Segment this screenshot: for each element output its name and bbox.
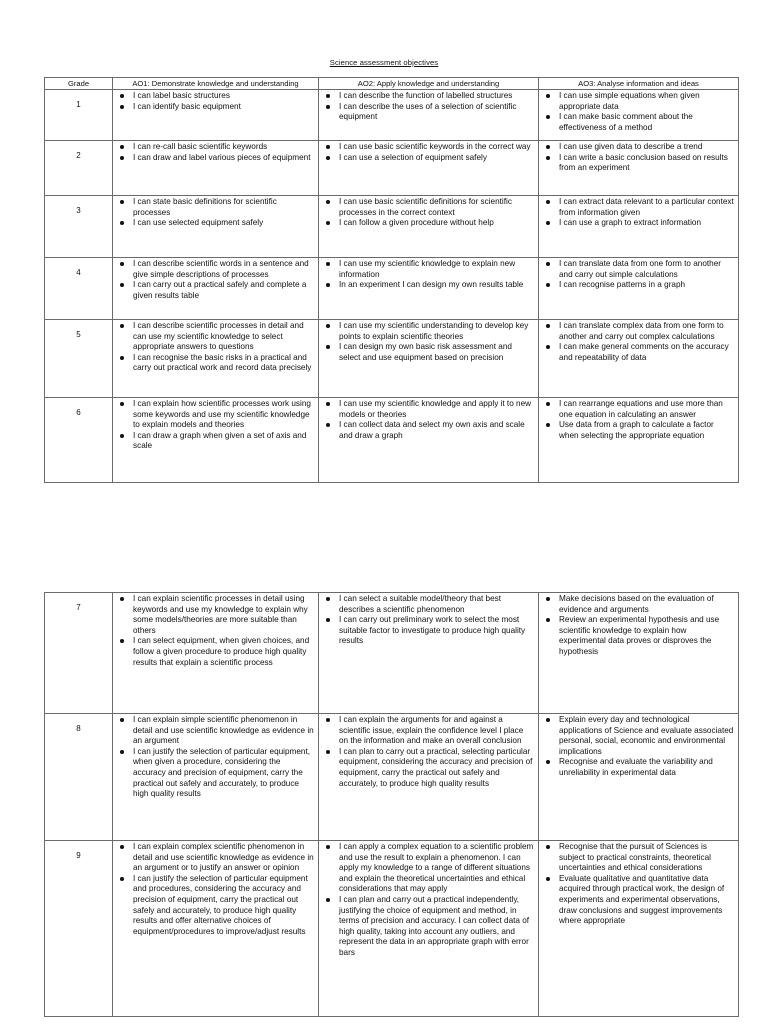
objective-item: I can collect data and select my own axis and scale and draw a graph	[323, 420, 534, 441]
objective-item: I can draw a graph when given a set of axis and scale	[117, 431, 314, 452]
ao3-objective-list	[543, 259, 734, 291]
grade-cell: 5	[45, 320, 113, 398]
header-ao2: AO2: Apply knowledge and understanding	[319, 78, 539, 90]
ao1-objective-list	[117, 321, 314, 374]
objective-item: I can apply a complex equation to a scientific problem and use the result to explain a phenomenon. I can apply my knowledge to a range of different situations and explain the theoretical uncertainties and ethical considerations that may apply	[323, 842, 534, 895]
ao2-cell	[319, 141, 539, 196]
ao2-objective-list	[323, 91, 534, 123]
grade-cell: 3	[45, 196, 113, 258]
table-row	[45, 90, 739, 141]
ao3-cell	[539, 320, 739, 398]
objective-item: I can use my scientific knowledge to explain new information	[323, 259, 534, 280]
table-row	[45, 593, 739, 714]
objective-item: Review an experimental hypothesis and use scientific knowledge to explain how experimental data proves or disproves the hypothesis	[543, 615, 734, 657]
ao2-objective-list	[323, 399, 534, 441]
objective-item: I can rearrange equations and use more than one equation in calculating an answer	[543, 399, 734, 420]
grade-cell: 6	[45, 398, 113, 483]
grade-cell: 4	[45, 258, 113, 320]
objective-item: I can describe the uses of a selection of scientific equipment	[323, 102, 534, 123]
ao3-cell	[539, 90, 739, 141]
grade-cell: 8	[45, 714, 113, 841]
ao3-objective-list	[543, 91, 734, 133]
objective-item: I can state basic definitions for scientific processes	[117, 197, 314, 218]
ao2-cell	[319, 90, 539, 141]
table-row	[45, 196, 739, 258]
ao1-cell	[113, 196, 319, 258]
objective-item: I can use basic scientific definitions for scientific processes in the correct context	[323, 197, 534, 218]
ao2-objective-list	[323, 142, 534, 163]
ao3-objective-list	[543, 321, 734, 363]
header-ao1: AO1: Demonstrate knowledge and understanding	[113, 78, 319, 90]
objective-item: I can use my scientific knowledge and apply it to new models or theories	[323, 399, 534, 420]
ao1-objective-list	[117, 197, 314, 229]
objective-item: I can recognise patterns in a graph	[543, 280, 734, 291]
objective-item: I can recognise the basic risks in a practical and carry out practical work and record data precisely	[117, 353, 314, 374]
ao1-objective-list	[117, 399, 314, 452]
ao1-cell	[113, 714, 319, 841]
objective-item: I can plan and carry out a practical independently, justifying the choice of equipment and method, in terms of precision and accuracy. I can collect data of high quality, taking into account any outliers, and represent the data in an appropriate graph with error bars	[323, 895, 534, 959]
objective-item: I can use a selection of equipment safely	[323, 153, 534, 164]
objective-item: I can identify basic equipment	[117, 102, 314, 113]
table-row	[45, 841, 739, 1017]
assessment-table-page-2	[44, 592, 739, 1017]
objective-item: I can design my own basic risk assessment and select and use equipment based on precision	[323, 342, 534, 363]
objective-item: Make decisions based on the evaluation of evidence and arguments	[543, 594, 734, 615]
ao2-cell	[319, 714, 539, 841]
objective-item: Recognise and evaluate the variability and unreliability in experimental data	[543, 757, 734, 778]
objective-item: I can carry out preliminary work to select the most suitable factor to investigate to produce high quality results	[323, 615, 534, 647]
ao1-cell	[113, 258, 319, 320]
objective-item: I can select a suitable model/theory that best describes a scientific phenomenon	[323, 594, 534, 615]
ao3-objective-list	[543, 842, 734, 927]
ao2-cell	[319, 398, 539, 483]
assessment-table-page-1	[44, 77, 739, 483]
table-row	[45, 320, 739, 398]
table-row	[45, 258, 739, 320]
objective-item: I can use my scientific understanding to develop key points to explain scientific theories	[323, 321, 534, 342]
ao3-cell	[539, 258, 739, 320]
header-ao3: AO3: Analyse information and ideas	[539, 78, 739, 90]
objective-item: I can describe scientific words in a sentence and give simple descriptions of processes	[117, 259, 314, 280]
objective-item: Evaluate qualitative and quantitative data acquired through practical work, the design of experiments and experimental observations, draw conclusions and suggest improvements where appropriate	[543, 874, 734, 927]
objective-item: I can use basic scientific keywords in the correct way	[323, 142, 534, 153]
objective-item: In an experiment I can design my own results table	[323, 280, 534, 291]
ao3-cell	[539, 141, 739, 196]
objective-item: I can translate data from one form to another and carry out simple calculations	[543, 259, 734, 280]
objective-item: I can explain scientific processes in detail using keywords and use my knowledge to explain why some models/theories are more suitable than others	[117, 594, 314, 636]
ao3-cell	[539, 593, 739, 714]
ao2-objective-list	[323, 197, 534, 229]
objective-item: Explain every day and technological applications of Science and evaluate associated personal, social, economic and environmental implications	[543, 715, 734, 757]
objective-item: I can explain complex scientific phenomenon in detail and use scientific knowledge as evidence in an argument or to justify an answer or opinion	[117, 842, 314, 874]
objective-item: I can translate complex data from one form to another and carry out complex calculations	[543, 321, 734, 342]
ao2-cell	[319, 320, 539, 398]
objective-item: I can make general comments on the accuracy and repeatability of data	[543, 342, 734, 363]
header-grade: Grade	[45, 78, 113, 90]
objective-item: I can use selected equipment safely	[117, 218, 314, 229]
ao2-cell	[319, 841, 539, 1017]
objective-item: I can select equipment, when given choices, and follow a given procedure to produce high quality results that explain a scientific process	[117, 636, 314, 668]
objective-item: I can explain how scientific processes work using some keywords and use my scientific knowledge to explain models and theories	[117, 399, 314, 431]
objective-item: I can justify the selection of particular equipment, when given a procedure, considering the accuracy and precision of equipment, carry the practical out safely and accurately, to produce high quality results	[117, 747, 314, 800]
ao1-objective-list	[117, 842, 314, 937]
objective-item: I can draw and label various pieces of equipment	[117, 153, 314, 164]
grade-cell: 2	[45, 141, 113, 196]
ao3-objective-list	[543, 594, 734, 658]
ao3-objective-list	[543, 197, 734, 229]
ao3-objective-list	[543, 715, 734, 779]
table-row	[45, 398, 739, 483]
ao3-cell	[539, 398, 739, 483]
ao2-cell	[319, 196, 539, 258]
ao1-cell	[113, 398, 319, 483]
ao1-cell	[113, 90, 319, 141]
ao3-objective-list	[543, 399, 734, 441]
ao1-objective-list	[117, 715, 314, 800]
ao1-cell	[113, 841, 319, 1017]
ao2-objective-list	[323, 594, 534, 647]
grade-cell: 9	[45, 841, 113, 1017]
ao1-cell	[113, 593, 319, 714]
ao3-objective-list	[543, 142, 734, 174]
objective-item: I can describe the function of labelled structures	[323, 91, 534, 102]
objective-item: I can follow a given procedure without help	[323, 218, 534, 229]
grade-cell: 7	[45, 593, 113, 714]
objective-item: I can use simple equations when given appropriate data	[543, 91, 734, 112]
ao3-cell	[539, 714, 739, 841]
objective-item: I can explain simple scientific phenomenon in detail and use scientific knowledge as evidence in an argument	[117, 715, 314, 747]
document-title: Science assessment objectives	[329, 58, 439, 67]
ao2-objective-list	[323, 842, 534, 959]
ao2-objective-list	[323, 321, 534, 363]
ao2-objective-list	[323, 715, 534, 789]
objective-item: I can carry out a practical safely and complete a given results table	[117, 280, 314, 301]
objective-item: I can extract data relevant to a particular context from information given	[543, 197, 734, 218]
ao1-cell	[113, 141, 319, 196]
objective-item: I can use a graph to extract information	[543, 218, 734, 229]
objective-item: I can plan to carry out a practical, selecting particular equipment, considering the accuracy and precision of equipment, carry the practical out safely and accurately, to produce high quality results	[323, 747, 534, 789]
ao1-objective-list	[117, 91, 314, 112]
ao3-cell	[539, 196, 739, 258]
table-row	[45, 141, 739, 196]
grade-cell: 1	[45, 90, 113, 141]
objective-item: Use data from a graph to calculate a factor when selecting the appropriate equation	[543, 420, 734, 441]
objective-item: I can re-call basic scientific keywords	[117, 142, 314, 153]
objective-item: Recognise that the pursuit of Sciences is subject to practical constraints, theoretical uncertainties and ethical considerations	[543, 842, 734, 874]
ao1-objective-list	[117, 142, 314, 163]
ao2-cell	[319, 593, 539, 714]
objective-item: I can describe scientific processes in detail and can use my scientific knowledge to select appropriate answers to questions	[117, 321, 314, 353]
table-row	[45, 714, 739, 841]
objective-item: I can label basic structures	[117, 91, 314, 102]
ao1-objective-list	[117, 259, 314, 301]
ao2-objective-list	[323, 259, 534, 291]
objective-item: I can explain the arguments for and against a scientific issue, explain the confidence level I place on the information and make an overall conclusion	[323, 715, 534, 747]
ao1-objective-list	[117, 594, 314, 668]
objective-item: I can make basic comment about the effectiveness of a method	[543, 112, 734, 133]
objective-item: I can justify the selection of particular equipment and procedures, considering the accuracy and precision of equipment, carry the practical out safely and accurately, to produce high quality results and offer alternative choices of equipment/procedures to improve/adjust results	[117, 874, 314, 938]
ao1-cell	[113, 320, 319, 398]
objective-item: I can write a basic conclusion based on results from an experiment	[543, 153, 734, 174]
ao3-cell	[539, 841, 739, 1017]
header-row	[45, 78, 739, 90]
ao2-cell	[319, 258, 539, 320]
objective-item: I can use given data to describe a trend	[543, 142, 734, 153]
